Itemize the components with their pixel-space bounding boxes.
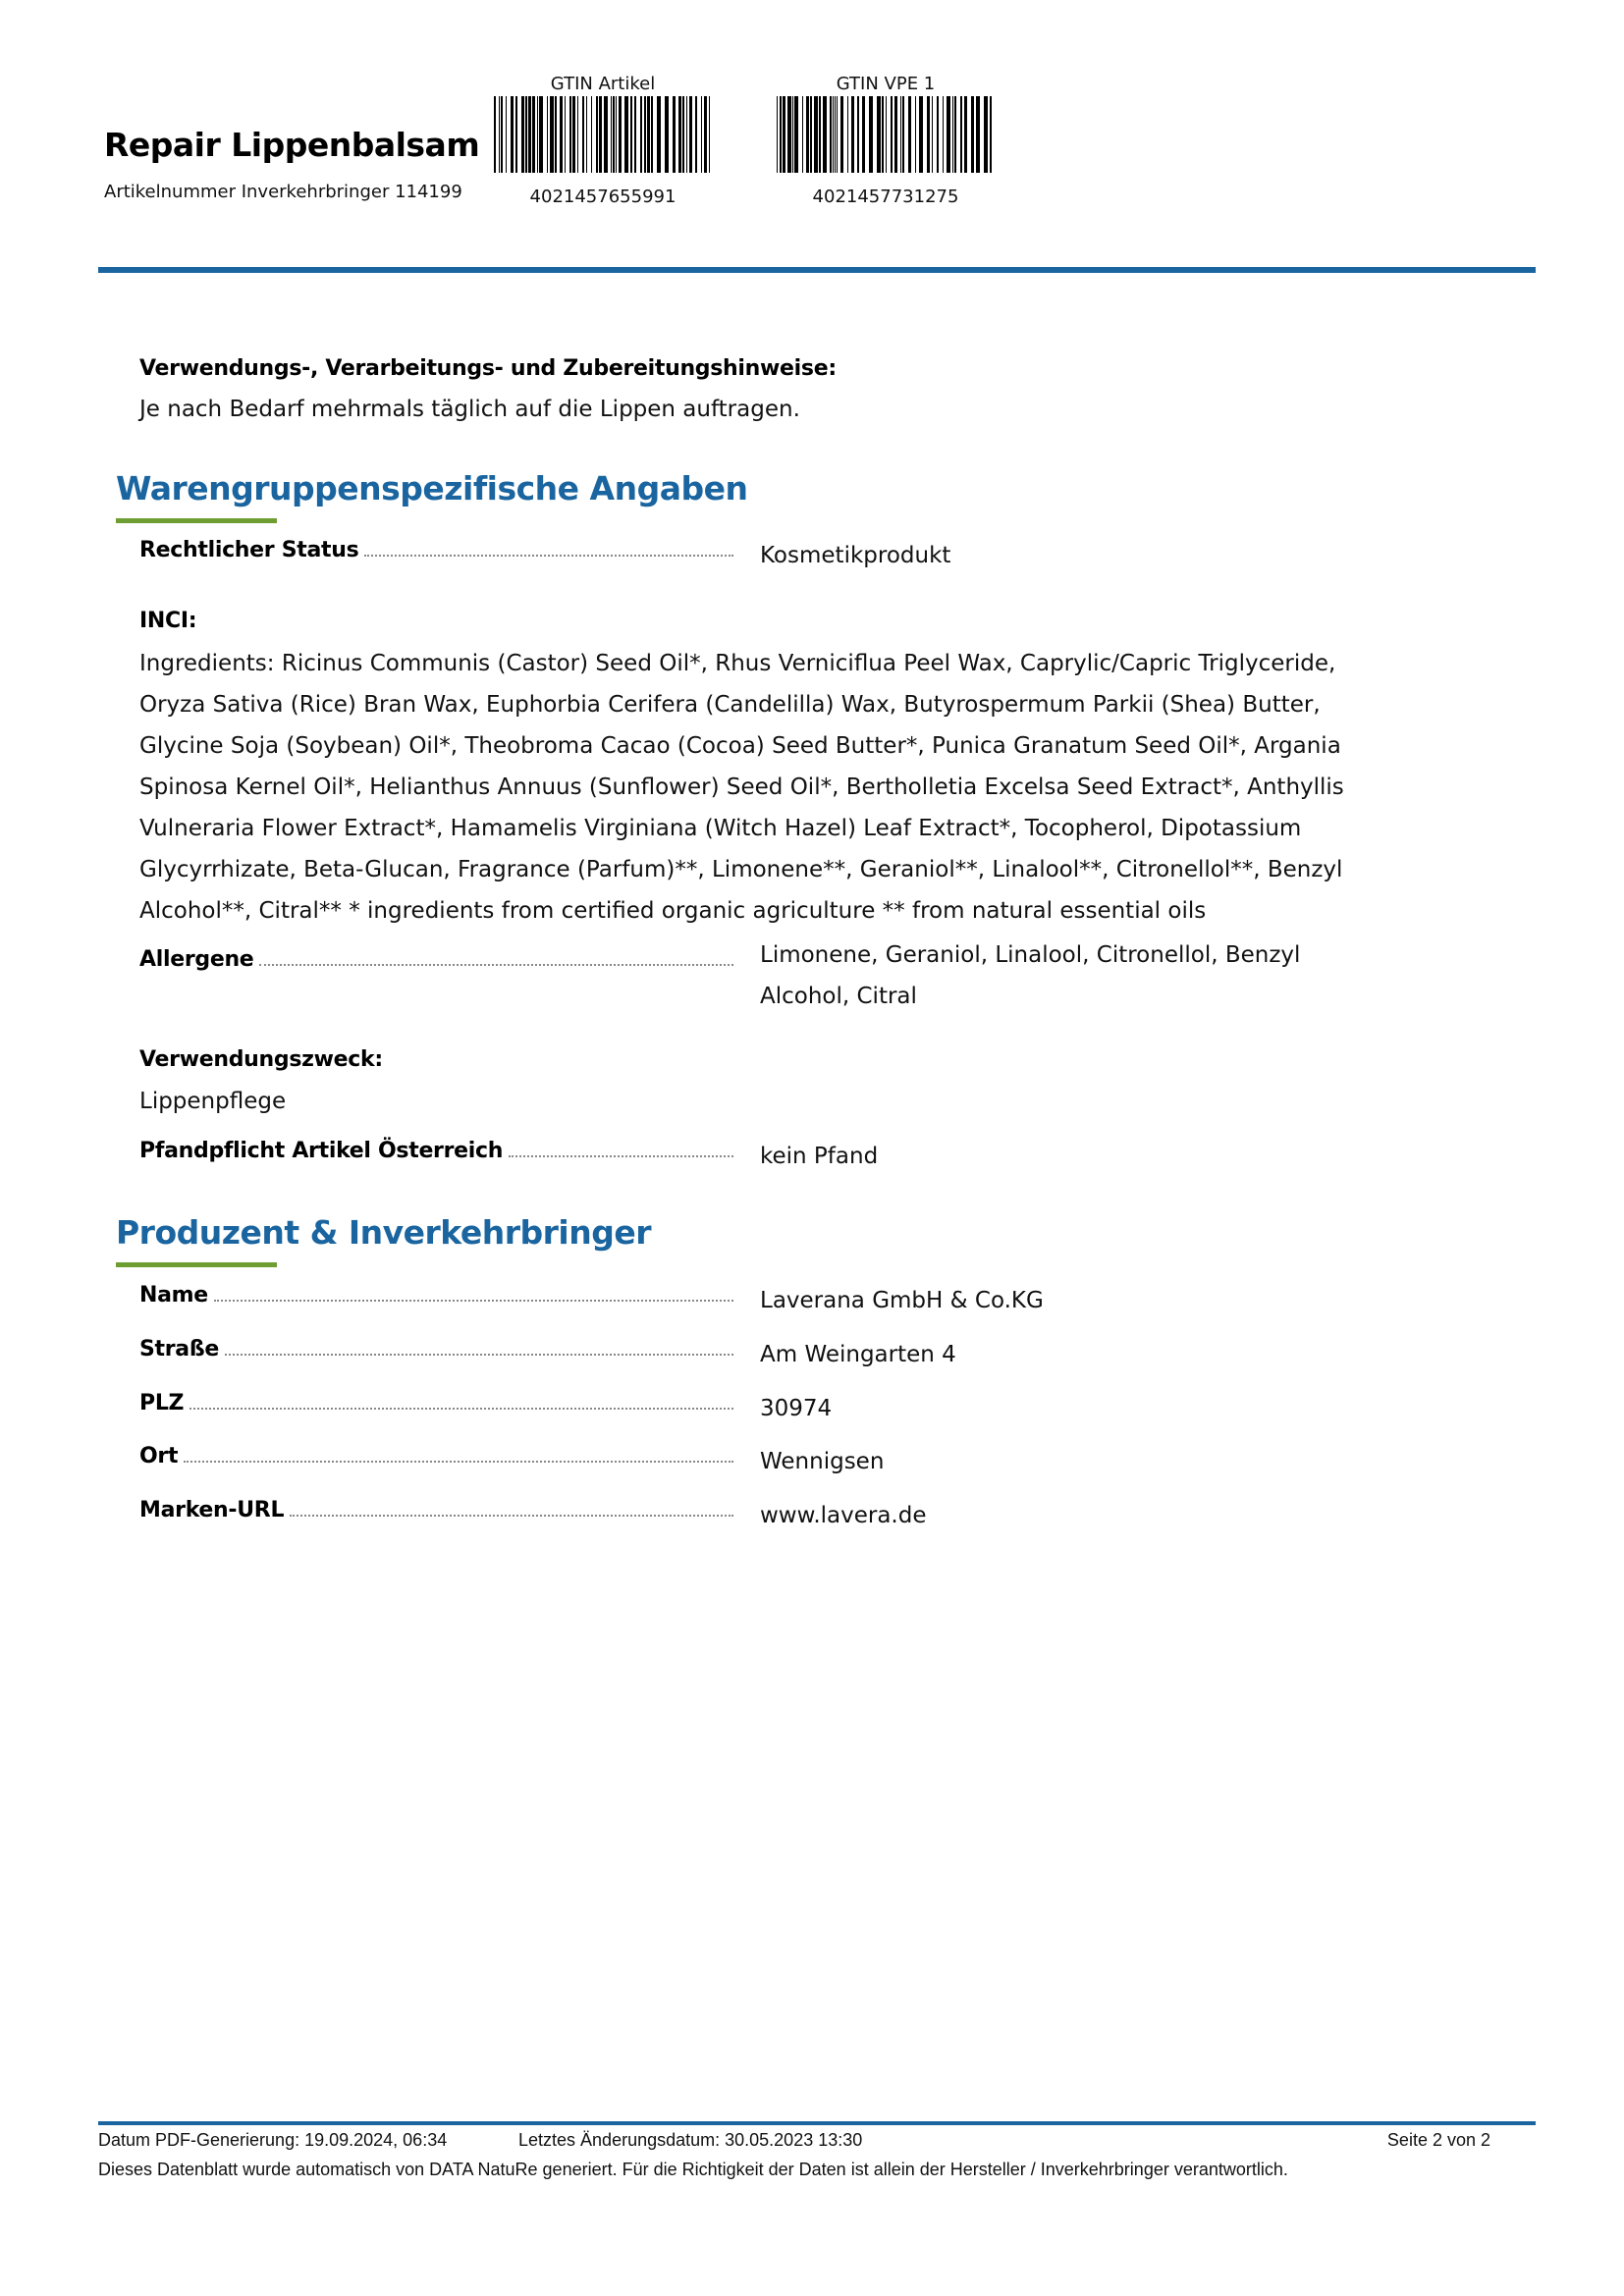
field-label: Straße (139, 1337, 220, 1362)
barcode-bar (954, 96, 956, 173)
barcode-bar (599, 96, 602, 173)
barcode-gtin-article (490, 73, 716, 207)
barcode-bar (651, 96, 653, 173)
barcode-bar (596, 96, 598, 173)
barcode-bar (835, 96, 836, 173)
barcode-bar (695, 96, 697, 173)
barcode-bar (560, 96, 563, 173)
dotted-leader (290, 1514, 733, 1517)
barcode-bar (630, 96, 632, 173)
section-underline (116, 518, 277, 523)
barcode-bar (528, 96, 531, 173)
barcode-bar (814, 96, 818, 173)
barcode-bar (613, 96, 615, 173)
field-row-city (139, 1444, 733, 1468)
field-value-brand-url: www.lavera.de (760, 1503, 927, 1528)
allergens-line-1: Limonene, Geraniol, Linalool, Citronellol, Benzyl (760, 942, 1301, 968)
barcode-bar (937, 96, 939, 173)
barcode-bar (794, 96, 798, 173)
dotted-leader (184, 1460, 733, 1463)
field-label: Allergene (139, 947, 254, 972)
barcode-bar (591, 96, 592, 173)
barcode-bar (915, 96, 916, 173)
barcode-icon (773, 96, 999, 173)
barcode-bar (537, 96, 538, 173)
footer-modified: Letztes Änderungsdatum: 30.05.2023 13:30 (518, 2130, 863, 2150)
inci-heading: INCI: (139, 609, 197, 633)
barcode-bar (532, 96, 535, 173)
allergens-line-2: Alcohol, Citral (760, 984, 917, 1009)
dotted-leader (214, 1299, 733, 1302)
dotted-leader (225, 1353, 733, 1356)
barcode-bar (830, 96, 832, 173)
barcode-bar (555, 96, 557, 173)
barcode-bar (616, 96, 617, 173)
barcode-bar (611, 96, 612, 173)
footer-disclaimer: Dieses Datenblatt wurde automatisch von DATA NatuRe generiert. Für die Richtigkeit der Daten ist allein der Hersteller / Inverkehrbringer verantwortlich. (98, 2160, 1288, 2179)
field-row-legal-status (139, 538, 733, 562)
barcode-bar (837, 96, 838, 173)
barcode-bar (506, 96, 507, 173)
field-row-zip (139, 1391, 733, 1415)
barcode-bar (932, 96, 933, 173)
dotted-leader (259, 963, 733, 966)
barcode-bar (515, 96, 517, 173)
field-row-allergens (139, 947, 733, 972)
barcode-bar (823, 96, 827, 173)
barcode-bar (619, 96, 622, 173)
barcode-bar (511, 96, 514, 173)
barcode-bar (494, 96, 496, 173)
barcode-bar (586, 96, 587, 173)
barcode-bar (833, 96, 834, 173)
field-value: Kosmetikprodukt (760, 543, 951, 568)
barcode-bar (802, 96, 803, 173)
barcode-bar (665, 96, 669, 173)
barcode-bar (840, 96, 843, 173)
section-underline (116, 1262, 277, 1267)
field-value: Wennigsen (760, 1449, 885, 1474)
barcode-bar (882, 96, 884, 173)
footer-generated: Datum PDF-Generierung: 19.09.2024, 06:34 (98, 2130, 448, 2150)
product-title: Repair Lippenbalsam (104, 126, 480, 164)
dotted-leader (364, 554, 733, 557)
barcode-bar (780, 96, 782, 173)
barcode-bar (810, 96, 812, 173)
dotted-leader (189, 1407, 733, 1410)
barcode-bar (900, 96, 901, 173)
barcode-bar (908, 96, 911, 173)
barcode-bar (686, 96, 687, 173)
barcode-bar (971, 96, 974, 173)
section-title-goods: Warengruppenspezifische Angaben (116, 469, 748, 507)
barcode-bar (640, 96, 642, 173)
section-title-producer: Produzent & Inverkehrbringer (116, 1213, 651, 1252)
field-value: kein Pfand (760, 1144, 879, 1169)
header-divider (98, 267, 1536, 273)
usage-heading: Verwendungs-, Verarbeitungs- und Zubereitungshinweise: (139, 356, 837, 381)
field-value: Am Weingarten 4 (760, 1342, 956, 1367)
barcode-bar (943, 96, 944, 173)
barcode-bar (704, 96, 707, 173)
barcode-bar (984, 96, 988, 173)
field-label: Name (139, 1283, 208, 1308)
field-row-deposit (139, 1139, 733, 1163)
field-row-street (139, 1337, 733, 1362)
barcode-bar (565, 96, 566, 173)
barcode-bar (657, 96, 661, 173)
barcode-bar (673, 96, 676, 173)
barcode-bar (886, 96, 887, 173)
barcode-bar (501, 96, 503, 173)
barcode-bar (777, 96, 778, 173)
barcode-bar (678, 96, 681, 173)
barcode-bar (787, 96, 791, 173)
barcode-bar (499, 96, 500, 173)
barcode-bar (547, 96, 548, 173)
purpose-text: Lippenpflege (139, 1089, 287, 1114)
article-number: Artikelnummer Inverkehrbringer 114199 (104, 182, 462, 202)
inci-text: Ingredients: Ricinus Communis (Castor) Seed Oil*, Rhus Verniciflua Peel Wax, Caprylic/Capric Triglyceride, Oryza Sativa (Rice) Bran Wax, Euphorbia Cerifera (Candelilla) Wax, Butyrospermum Parkii (Shea) Butter, Glycine Soja (Soybean) Oil*, Theobroma Cacao (Cocoa) Seed Butter*, Punica Granatum Seed Oil*, Argania Spinosa Kernel Oil*, Helianthus Annuus (Sunflower) Seed Oil*, Bertholletia Excelsa Seed Extract*, Anthyllis Vulneraria Flower Extract*, Hamamelis Virginiana (Witch Hazel) Leaf Extract*, Tocopherol, Dipotassium Glycyrrhizate, Beta-Glucan, Fragrance (Parfum)**, Limonene**, Geraniol**, Linalool**, Citronellol**, Benzyl Alcohol**, Citral** * ingredients from certified organic agriculture ** from natural essential oils (139, 651, 1344, 924)
field-row-brand-url (139, 1498, 733, 1522)
barcode-bar (709, 96, 710, 173)
barcode-bar (539, 96, 543, 173)
barcode-bar (792, 96, 793, 173)
barcode-number: 4021457655991 (529, 187, 677, 207)
field-label: Ort (139, 1444, 179, 1468)
barcode-bar (960, 96, 962, 173)
barcode-bar (634, 96, 636, 173)
barcode-icon (490, 96, 716, 173)
field-value: 30974 (760, 1396, 833, 1421)
field-value-allergens (760, 934, 1300, 1017)
barcode-bar (525, 96, 527, 173)
barcode-label: GTIN Artikel (550, 74, 656, 94)
barcode-bar (902, 96, 904, 173)
barcode-bar (647, 96, 650, 173)
barcode-bar (990, 96, 992, 173)
barcode-bar (857, 96, 859, 173)
barcode-bar (851, 96, 854, 173)
barcode-bar (550, 96, 554, 173)
field-value: Laverana GmbH & Co.KG (760, 1288, 1044, 1313)
barcode-bar (927, 96, 930, 173)
barcode-bar (644, 96, 646, 173)
barcode-bar (577, 96, 578, 173)
dotted-leader (509, 1154, 733, 1157)
barcode-bar (894, 96, 897, 173)
barcode-bar (569, 96, 571, 173)
field-label: Marken-URL (139, 1498, 285, 1522)
barcode-label: GTIN VPE 1 (836, 74, 936, 94)
barcode-bar (947, 96, 950, 173)
barcode-bar (869, 96, 873, 173)
barcode-bar (891, 96, 893, 173)
barcode-bar (847, 96, 848, 173)
barcode-bar (521, 96, 524, 173)
usage-text: Je nach Bedarf mehrmals täglich auf die Lippen auftragen. (139, 397, 800, 422)
barcode-bar (624, 96, 628, 173)
barcode-bar (604, 96, 608, 173)
barcode-bar (952, 96, 953, 173)
barcode-bar (783, 96, 785, 173)
field-label: Pfandpflicht Artikel Österreich (139, 1139, 504, 1163)
field-label: Rechtlicher Status (139, 538, 359, 562)
barcode-bar (701, 96, 702, 173)
barcode-bar (689, 96, 692, 173)
field-row-name (139, 1283, 733, 1308)
barcode-bar (862, 96, 865, 173)
barcode-number: 4021457731275 (812, 187, 959, 207)
barcode-bar (682, 96, 684, 173)
barcode-bar (819, 96, 821, 173)
barcode-bar (877, 96, 881, 173)
footer-divider (98, 2121, 1536, 2125)
barcode-bar (976, 96, 980, 173)
barcode-gtin-vpe (773, 73, 999, 207)
barcode-bar (572, 96, 575, 173)
barcode-bar (806, 96, 809, 173)
footer-page: Seite 2 von 2 (1386, 2130, 1490, 2150)
field-label: PLZ (139, 1391, 185, 1415)
barcode-bar (919, 96, 923, 173)
barcode-bar (964, 96, 967, 173)
purpose-heading: Verwendungszweck: (139, 1047, 383, 1072)
barcode-bar (582, 96, 584, 173)
